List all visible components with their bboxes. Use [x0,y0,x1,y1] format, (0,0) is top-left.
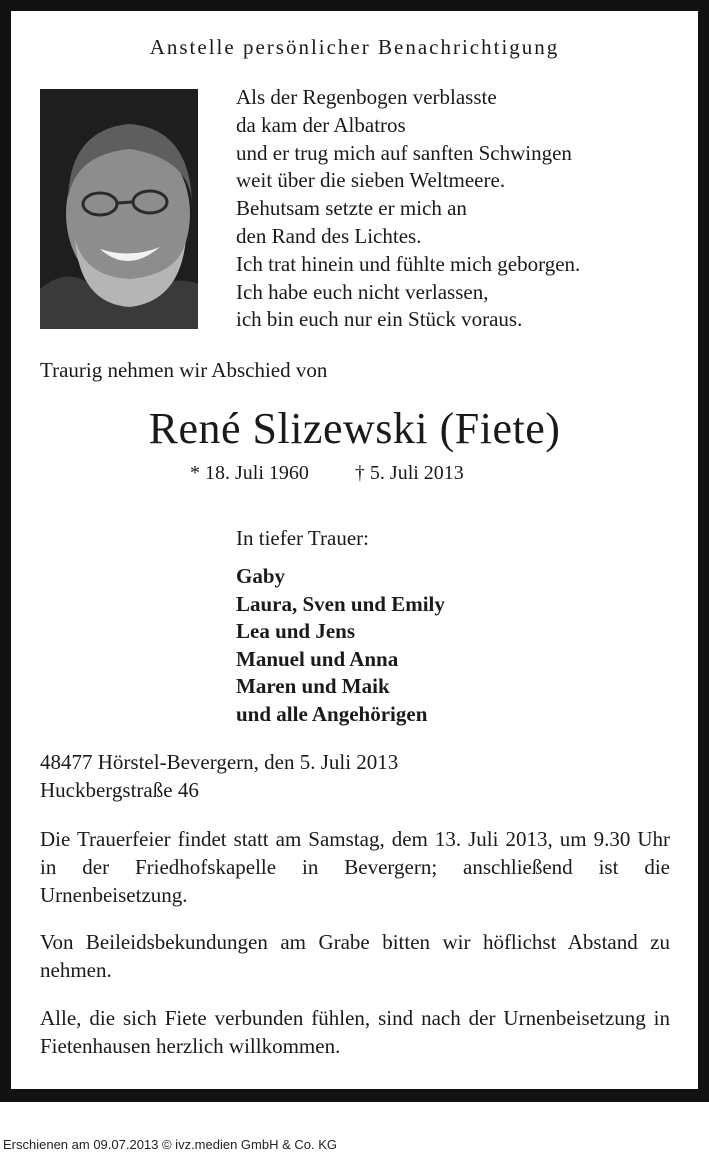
poem-line: und er trug mich auf sanften Schwingen [236,140,572,165]
invitation-paragraph: Alle, die sich Fiete verbunden fühlen, sind nach der Urnenbeisetzung in Fietenhausen herzlich willkommen. [40,1006,670,1058]
mourner-entry: Gaby [236,564,286,588]
portrait-photo [40,89,198,329]
address-street: Huckbergstraße 46 [40,777,199,802]
funeral-info-paragraph: Die Trauerfeier findet statt am Samstag, dem 13. Juli 2013, um 9.30 Uhr in der Friedhofskapelle in Bevergern; anschließend ist die Urnenbeisetzung. [40,827,670,907]
poem-line: da kam der Albatros [236,112,406,137]
condolence-request-paragraph: Von Beileidsbekundungen am Grabe bitten wir höflichst Abstand zu nehmen. [40,930,670,982]
notice-heading: Anstelle persönlicher Benachrichtigung [149,35,560,59]
death-date: † 5. Juli 2013 [354,462,464,484]
mourner-entry: Manuel und Anna [236,646,399,671]
life-dates [190,462,464,485]
address-place-date: 48477 Hörstel-Bevergern, den 5. Juli 2013 [40,750,399,774]
poem-line: ich bin euch nur ein Stück voraus. [236,307,523,332]
deceased-name: René Slizewski (Fiete) [148,404,561,453]
mourners-list [236,563,445,729]
poem-line: den Rand des Lichtes. [236,223,422,248]
birth-date: * 18. Juli 1960 [190,462,309,484]
poem-line: Ich habe euch nicht verlassen, [236,279,489,304]
address-block [40,749,398,805]
poem-line: Ich trat hinein und fühlte mich geborgen. [236,251,581,276]
farewell-intro: Traurig nehmen wir Abschied von [40,358,328,382]
publication-footer: Erschienen am 09.07.2013 © ivz.medien GmbH & Co. KG [3,1137,338,1152]
poem-line: weit über die sieben Weltmeere. [236,168,506,193]
mourner-entry: Maren und Maik [236,674,390,699]
mourner-entry: Laura, Sven und Emily [236,591,445,616]
mourning-title: In tiefer Trauer: [236,526,369,550]
obituary-notice [11,11,698,1089]
mourner-entry: Lea und Jens [236,619,356,644]
poem [236,84,580,334]
poem-line: Behutsam setzte er mich an [236,196,467,221]
mourner-entry: und alle Angehörigen [236,701,428,726]
poem-line: Als der Regenbogen verblasste [236,85,497,109]
